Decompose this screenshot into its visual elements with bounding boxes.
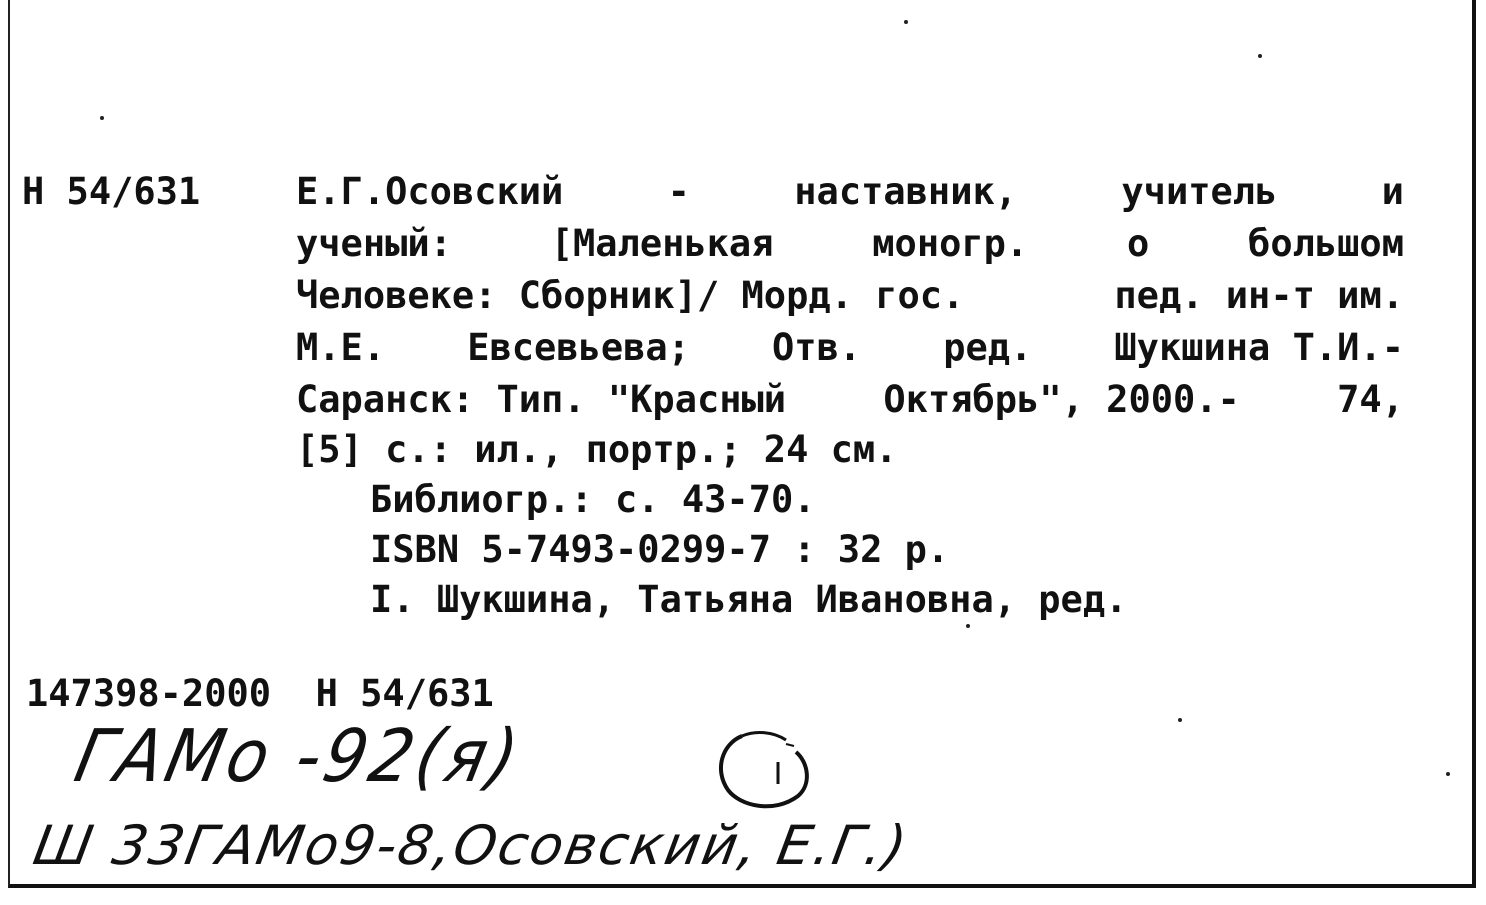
title-word: моногр.	[872, 222, 1029, 265]
bibliography-note: Библиогр.: с. 43-70.	[370, 478, 816, 521]
inventory-number: 147398-2000 Н 54/631	[26, 672, 494, 715]
editor-line: I. Шукшина, Татьяна Ивановна, ред.	[370, 578, 1128, 621]
physical-description: [5] с.: ил., портр.; 24 см.	[296, 428, 898, 471]
title-word: Евсевьева;	[467, 326, 690, 369]
title-word: большом	[1248, 222, 1404, 265]
circle-stamp-mark	[712, 722, 822, 818]
title-word: учитель	[1121, 170, 1278, 213]
imprint-segment: Саранск: Тип. "Красный	[296, 378, 787, 421]
speck	[966, 624, 970, 628]
title-word: [Маленькая	[550, 222, 774, 265]
handwritten-note-1: ГАМо -92(я)	[67, 714, 530, 799]
isbn-line: ISBN 5-7493-0299-7 : 32 р.	[370, 528, 950, 571]
imprint-segment: Октябрь", 2000.-	[883, 378, 1240, 421]
title-word: М.Е.	[296, 326, 386, 369]
shelf-mark: Н 54/631	[22, 170, 201, 213]
imprint-line	[296, 374, 1404, 425]
title-line-4	[296, 322, 1404, 373]
speck	[1446, 772, 1450, 776]
title-word: и	[1381, 170, 1404, 213]
speck	[904, 20, 908, 24]
title-word: Е.Г.Осовский	[296, 170, 564, 213]
speck	[1178, 718, 1182, 722]
imprint-segment: 74,	[1337, 378, 1404, 421]
title-word: Шукшина Т.И.-	[1114, 326, 1404, 369]
title-line-3	[296, 270, 1404, 321]
title-word: -	[667, 170, 690, 213]
title-word: о	[1126, 222, 1150, 265]
title-line-1	[296, 166, 1404, 217]
handwritten-note-2: Ш 33ГАМо9-8,Осовский, Е.Г.)	[28, 814, 914, 877]
title-segment: пед. ин-т им.	[1114, 274, 1404, 317]
title-word: наставник,	[794, 170, 1018, 213]
title-word: ред.	[943, 326, 1033, 369]
title-segment: Человеке: Сборник]/ Морд. гос.	[296, 274, 965, 317]
title-word: Отв.	[772, 326, 862, 369]
title-line-2	[296, 218, 1404, 269]
title-word: ученый:	[296, 222, 452, 265]
speck	[1258, 54, 1262, 58]
speck	[100, 116, 104, 120]
